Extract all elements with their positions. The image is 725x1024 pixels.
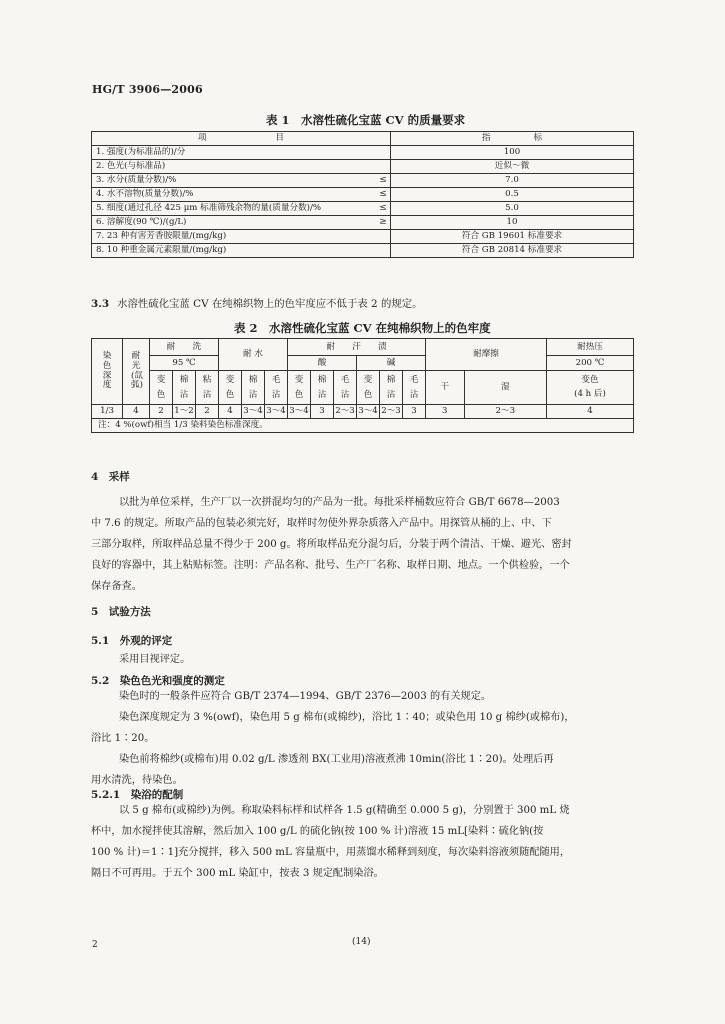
section-5-2-1-body [91,800,570,884]
row-value: 符合 GB 20814 标准要求 [391,244,634,258]
header-alkali: 碱 [357,356,426,371]
header-index: 指 标 [391,132,634,146]
table-row [92,202,634,216]
paragraph-line: 100 % 计)＝1∶1]充分搅拌，移入 500 mL 容量瓶中，用蒸馏水稀释到刻度，每次染料溶液须随配随用， [91,847,571,858]
sub-change: 变色 [357,371,380,405]
row-item: 3. 水分(质量分数)/% [92,174,377,188]
cell-value: 2 [150,405,173,419]
row-value: 5.0 [391,202,634,216]
header-light: 耐光(氙弧) [123,339,150,405]
cell-value: 3～4 [357,405,380,419]
header-rub: 耐摩擦 [426,339,547,371]
paragraph-line: 染色深度规定为 3 %(owf)，染色用 5 g 棉布(或棉纱)，浴比 1∶40；或染色用 10 g 棉纱(或棉布)， [119,712,575,723]
paragraph-line: 三部分取样，所取样品总量不得少于 200 g。将所取样品充分混匀后，分装于两个清洁、干燥、避光、密封 [91,539,572,550]
row-symbol: ≥ [376,216,391,230]
table-row [92,188,634,202]
paragraph-line: 染色时的一般条件应符合 GB/T 2374—1994、GB/T 2376—2003 的有关规定。 [119,691,492,702]
cell-value: 2～3 [464,405,546,419]
paragraph-line: 隔日不可再用。于五个 300 mL 染缸中，按表 3 规定配制染浴。 [91,868,384,879]
row-item: 1. 强度(为标准品的)/分 [92,146,377,160]
row-item: 6. 溶解度(90 ℃)/(g/L) [92,216,377,230]
sub-dry: 干 [426,371,465,405]
table-row [92,216,634,230]
row-item: 8. 10 种重金属元素限量/(mg/kg) [92,244,377,258]
paragraph-line: 浴比 1∶20。 [91,733,155,744]
sub-cotton: 棉沾 [242,371,265,405]
center-page-number: (14) [352,937,371,947]
cell-light: 4 [123,405,150,419]
sub-cotton: 棉沾 [380,371,403,405]
sub-wool: 毛沾 [334,371,357,405]
sub-cotton: 棉沾 [311,371,334,405]
sub-press-change: 变色 (4 h 后) [547,371,634,405]
table-row [92,244,634,258]
header-wash: 耐 洗 [150,339,219,356]
table-row [92,160,634,174]
header-wash-temp: 95 ℃ [150,356,219,371]
header-depth: 染色深度 [92,339,123,405]
cell-value: 4 [547,405,634,419]
cell-value: 3 [311,405,334,419]
paragraph-line: 以批为单位采样，生产厂以一次拼混均匀的产品为一批。每批采样桶数应符合 GB/T 6678—2003 [119,497,560,508]
row-symbol [376,230,391,244]
cell-value: 3～4 [288,405,311,419]
sub-viscose: 粘沾 [196,371,219,405]
cell-value: 1～2 [173,405,196,419]
row-item: 2. 色光(与标准品) [92,160,377,174]
paragraph-line: 良好的容器中，其上粘贴标签。注明：产品名称、批号、生产厂名称、取样日期、地点。一个供检验，一个 [91,560,570,571]
row-item: 5. 细度(通过孔径 425 μm 标准筛残余物的量(质量分数)/% [92,202,377,216]
table-header-row [92,339,634,356]
sub-wet: 湿 [464,371,546,405]
table2-caption: 表 2 水溶性硫化宝蓝 CV 在纯棉织物上的色牢度 [234,321,491,335]
row-item: 4. 水不溶物(质量分数)/% [92,188,377,202]
section-5-2-body [91,686,575,791]
cell-value: 3 [403,405,426,419]
table-note: 注：4 %(owf)相当 1/3 染料染色标准深度。 [92,419,634,433]
header-sweat: 耐 汗 渍 [288,339,426,356]
clause-text: 水溶性硫化宝蓝 CV 在纯棉织物上的色牢度应不低于表 2 的规定。 [117,298,423,310]
sub-wool: 毛沾 [265,371,288,405]
cell-depth: 1/3 [92,405,123,419]
sub-change: 变色 [219,371,242,405]
paragraph-line: 中 7.6 的规定。所取产品的包装必须完好，取样时勿使外界杂质落入产品中。用探管从桶的上、中、下 [91,518,552,529]
quality-requirements-table [91,131,634,258]
clause-3-3 [91,295,423,310]
table-row [92,174,634,188]
row-value: 0.5 [391,188,634,202]
standard-code: HG/T 3906—2006 [92,83,203,96]
header-press: 耐热压 [547,339,634,356]
header-water: 耐 水 [219,339,288,371]
row-value: 7.0 [391,174,634,188]
page-number: 2 [92,940,98,950]
row-symbol: ≤ [376,188,391,202]
cell-value: 3～4 [242,405,265,419]
row-symbol [376,146,391,160]
cell-value: 3～4 [265,405,288,419]
cell-value: 2 [196,405,219,419]
paragraph-line: 保存备查。 [91,581,142,592]
header-item: 项 目 [92,132,391,146]
row-symbol: ≤ [376,202,391,216]
table-row [92,405,634,419]
table-note-row [92,419,634,433]
color-fastness-table [91,338,634,433]
table-row [92,230,634,244]
section-5-1-heading: 5.1 外观的评定 [91,635,173,647]
header-acid: 酸 [288,356,357,371]
row-value: 近似～微 [391,160,634,174]
cell-value: 2～3 [334,405,357,419]
row-symbol: ≤ [376,174,391,188]
section-5-2-heading: 5.2 染色色光和强度的测定 [91,675,225,687]
table-header-row [92,132,634,146]
table1-caption: 表 1 水溶性硫化宝蓝 CV 的质量要求 [266,113,466,127]
paragraph-line: 染色前将棉纱(或棉布)用 0.02 g/L 渗透剂 BX(工业用)溶液煮沸 10min(浴比 1∶20)。处理后再 [119,754,554,765]
section-5-heading: 5 试验方法 [91,606,151,618]
row-symbol [376,160,391,174]
table-row [92,146,634,160]
row-value: 100 [391,146,634,160]
cell-value: 3 [426,405,465,419]
section-4-body [91,492,572,597]
cell-value: 4 [219,405,242,419]
section-5-2-1-heading: 5.2.1 染浴的配制 [91,789,184,801]
cell-value: 2～3 [380,405,403,419]
table-subheader-row [92,371,634,405]
row-symbol [376,244,391,258]
row-value: 10 [391,216,634,230]
table-header-row [92,356,634,371]
paragraph-line: 杯中，加水搅拌使其溶解，然后加入 100 g/L 的硫化钠(按 100 % 计)溶液 15 mL[染料∶硫化钠(按 [91,826,544,837]
sub-cotton: 棉沾 [173,371,196,405]
sub-change: 变色 [288,371,311,405]
paragraph-line: 以 5 g 棉布(或棉纱)为例。称取染料标样和试样各 1.5 g(精确至 0.000 5 g)，分别置于 300 mL 烧 [119,805,570,816]
sub-change: 变色 [150,371,173,405]
header-press-temp: 200 ℃ [547,356,634,371]
row-item: 7. 23 种有害芳香胺限量/(mg/kg) [92,230,377,244]
section-5-1-text: 采用目视评定。 [119,654,191,665]
section-4-heading: 4 采样 [91,471,130,483]
sub-wool: 毛沾 [403,371,426,405]
clause-number: 3.3 [91,298,110,310]
paragraph-line: 用水清洗，待染色。 [91,775,183,786]
row-value: 符合 GB 19601 标准要求 [391,230,634,244]
